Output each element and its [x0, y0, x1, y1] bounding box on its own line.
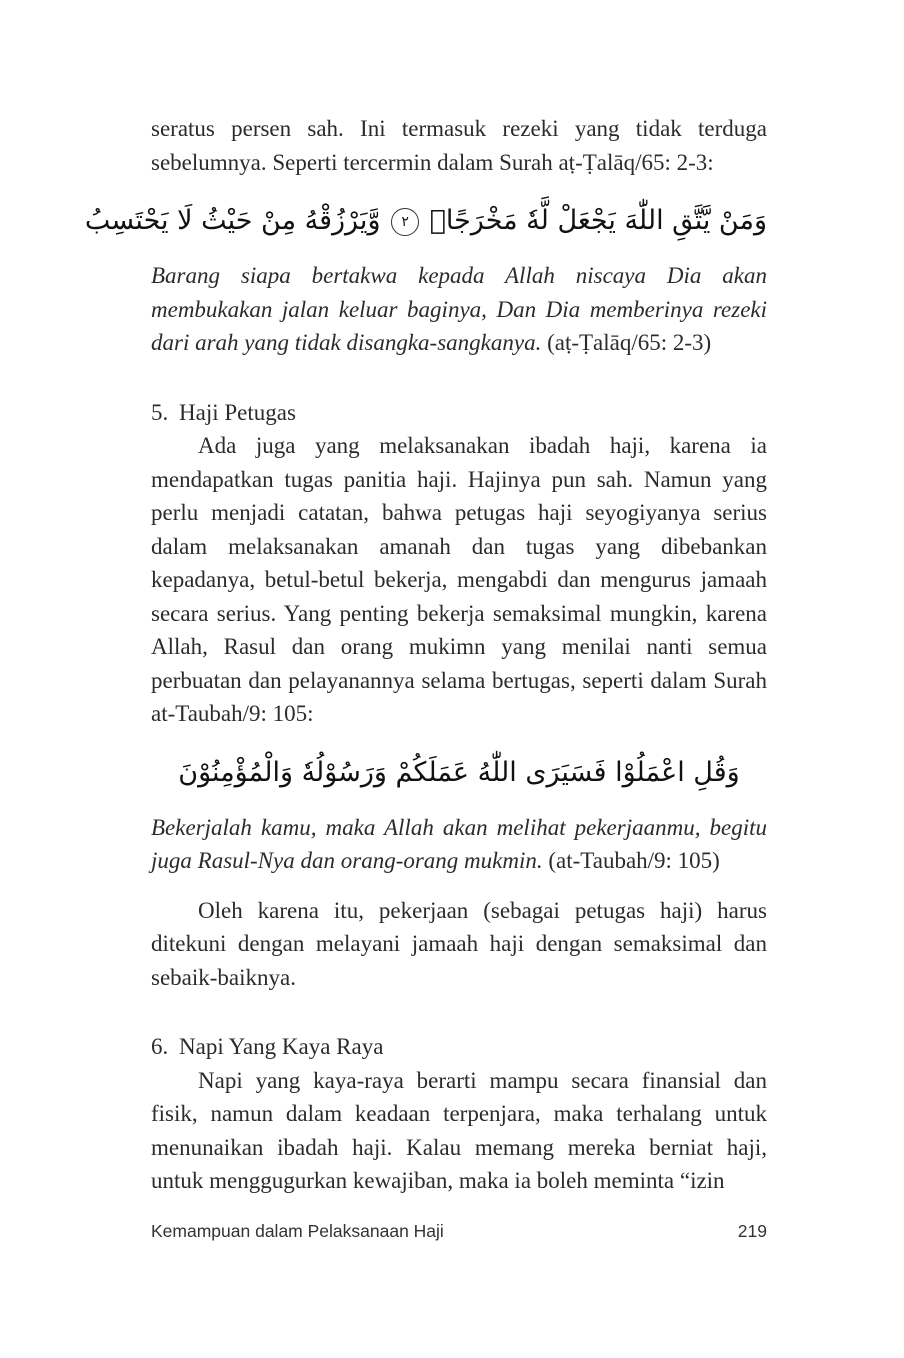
verse-translation-talaq [151, 259, 767, 360]
arabic-verse-part-b: وَّيَرْزُقْهُ مِنْ حَيْثُ لَا يَحْتَسِبُ [84, 205, 381, 236]
page-body [84, 112, 767, 1198]
page-footer [151, 1221, 767, 1242]
arabic-verse-talaq [84, 201, 767, 241]
opening-paragraph: seratus persen sah. Ini termasuk rezeki yang tidak terduga sebelumnya. Seperti tercermin dalam Surah aṭ-Ṭalāq/65: 2-3: [151, 116, 767, 175]
section-number: 5. [151, 399, 169, 425]
section-title: Napi Yang Kaya Raya [179, 1034, 384, 1059]
arabic-verse-part-a: وَمَنْ يَّتَّقِ اللّٰهَ يَجْعَلْ لَّهٗ مَخْرَجًاۙ [429, 205, 767, 236]
translation-text: Bekerjalah kamu, maka Allah akan melihat pekerjaanmu, begitu juga Rasul-Nya dan orang-orang mukmin. [151, 814, 767, 873]
verse-translation-taubah [151, 811, 767, 878]
section5-conclusion-paragraph: Oleh karena itu, pekerjaan (sebagai petugas haji) harus ditekuni dengan melayani jamaah haji dengan semaksimal dan sebaik-baiknya. [151, 897, 767, 990]
section-number: 6. [151, 1034, 169, 1059]
ayah-number-marker: ٢ [391, 208, 419, 236]
section-heading-5 [151, 396, 767, 430]
translation-text: Barang siapa bertakwa kepada Allah niscaya Dia akan membukakan jalan keluar baginya, Dan Dia memberinya rezeki dari arah yang tidak disangka-sangkanya. [151, 263, 767, 355]
section5-paragraph: Ada juga yang melaksanakan ibadah haji, karena ia mendapatkan tugas panitia haji. Hajinya pun sah. Namun yang perlu menjadi catatan, bahwa petugas haji seyogiyanya serius dalam melaksanakan amanah dan tugas yang dibebankan kepadanya, betul-betul bekerja, mengabdi dan mengurus jamaah secara serius. Yang penting bekerja semaksimal mungkin, karena Allah, Rasul dan orang mukimn yang menilai nanti semua perbuatan dan pelayanannya selama bertugas, seperti dalam Surah at-Taubah/9: 105: [151, 433, 767, 726]
verse-reference: (aṭ-Ṭalāq/65: 2-3) [541, 330, 712, 355]
page-number: 219 [737, 1221, 767, 1241]
arabic-verse-taubah: وَقُلِ اعْمَلُوْا فَسَيَرَى اللّٰهُ عَمَلَكُمْ وَرَسُوْلُهٗ وَالْمُؤْمِنُوْنَ [178, 756, 740, 788]
verse-reference: (at-Taubah/9: 105) [542, 848, 720, 873]
section-heading-6 [151, 1030, 767, 1064]
section-title: Haji Petugas [179, 399, 296, 425]
running-title: Kemampuan dalam Pelaksanaan Haji [151, 1221, 444, 1241]
section6-paragraph: Napi yang kaya-raya berarti mampu secara finansial dan fisik, namun dalam keadaan terpenjara, maka terhalang untuk menunaikan ibadah haji. Kalau memang mereka berniat haji, untuk menggugurkan kewajiban, maka ia boleh meminta “izin [151, 1067, 767, 1193]
